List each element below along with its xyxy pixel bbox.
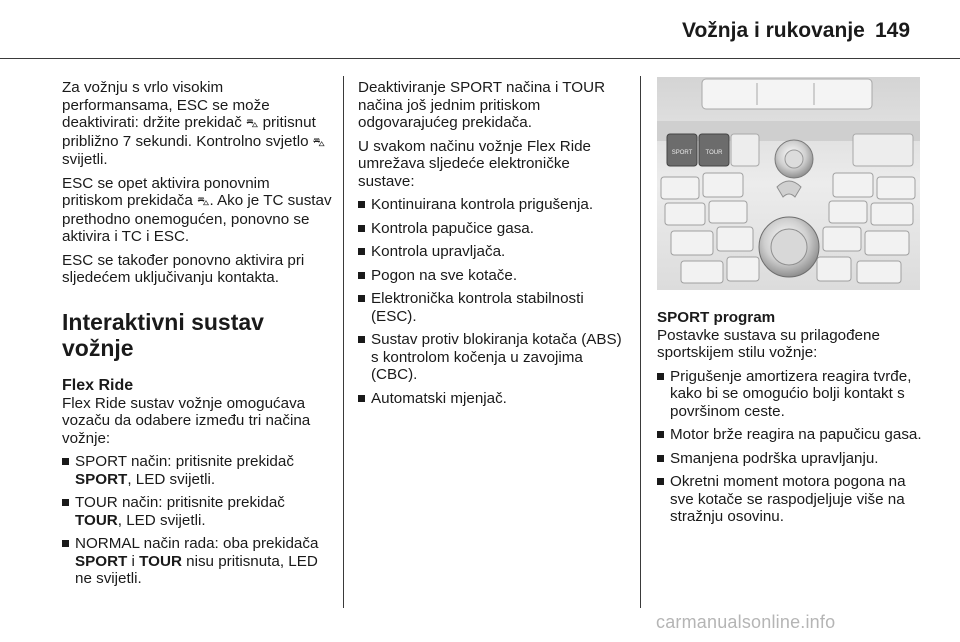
- text: ESC se opet aktivira ponovnim pritiskom prekidača: [62, 174, 270, 209]
- page-header: [0, 0, 960, 59]
- column-middle: [358, 79, 628, 413]
- paragraph: U svakom načinu vožnje Flex Ride umrežava sljedeće elektroničke sustave:: [358, 137, 591, 190]
- list-item: Automatski mjenjač.: [358, 390, 628, 408]
- paragraph: [62, 79, 334, 169]
- paragraph: Flex Ride sustav vožnje omogućava vozaču da odabere između tri načina vožnje:: [62, 394, 311, 447]
- text: Za vožnju s vrlo visokim performansama, ESC se može deaktivirati: držite prekidač: [62, 79, 270, 131]
- list-item: Smanjena podrška upravljanju.: [657, 450, 929, 468]
- list-item: Motor brže reagira na papučicu gasa.: [657, 426, 929, 444]
- page-number: 149: [875, 19, 911, 42]
- warning-lamp-icon: ⛍: [312, 134, 326, 149]
- text: . Ako je TC sustav prethodno onemogućen, ponovno se aktivira i TC i ESC.: [62, 192, 332, 245]
- bullet-list: [358, 196, 628, 407]
- section-title: Interaktivni sustav vožnje: [62, 308, 264, 361]
- paragraph: ESC se također ponovno aktivira pri sljedećem uključivanju kontakta.: [62, 251, 305, 286]
- list-item: Sustav protiv blokiranja kotača (ABS) s kontrolom kočenja u zavojima (CBC).: [358, 331, 628, 384]
- list-item: TOUR način: pritisnite prekidač TOUR, LED svijetli.: [62, 494, 334, 529]
- sport-button-label: SPORT: [671, 150, 693, 156]
- subheading: SPORT program: [657, 309, 776, 326]
- column-left: [62, 79, 334, 594]
- subheading: Flex Ride: [62, 376, 134, 394]
- console-illustration: [657, 77, 920, 290]
- text: svijetli.: [62, 151, 108, 168]
- column-right: [657, 309, 929, 532]
- paragraph: Postavke sustava su prilagođene sportskijem stilu vožnje:: [657, 326, 880, 361]
- bullet-list: [657, 368, 929, 526]
- bullet-list: [62, 453, 334, 588]
- list-item: NORMAL način rada: oba prekidača SPORT i TOUR nisu pritisnuta, LED ne svijetli.: [62, 535, 334, 588]
- text: pritisnut približno 7 sekundi. Kontrolno svjetlo: [62, 114, 316, 150]
- column-divider: [640, 76, 641, 608]
- watermark: carmanualsonline.info: [656, 612, 836, 632]
- tour-button-label: TOUR: [705, 150, 723, 156]
- esc-off-icon: ⛍: [246, 116, 259, 130]
- list-item: Kontrola papučice gasa.: [358, 220, 628, 238]
- paragraph: Deaktiviranje SPORT načina i TOUR načina još jednim pritiskom odgovarajućeg prekidača.: [358, 79, 606, 131]
- list-item: Pogon na sve kotače.: [358, 267, 628, 285]
- esc-off-icon: ⛍: [197, 194, 210, 208]
- paragraph: [62, 175, 334, 246]
- list-item: Prigušenje amortizera reagira tvrđe, kako bi se omogućio bolji kontakt s površinom ceste.: [657, 368, 929, 421]
- list-item: Kontrola upravljača.: [358, 243, 628, 261]
- list-item: SPORT način: pritisnite prekidač SPORT, LED svijetli.: [62, 453, 334, 488]
- list-item: Elektronička kontrola stabilnosti (ESC).: [358, 290, 628, 325]
- list-item: Okretni moment motora pogona na sve kotače se raspodjeljuje više na stražnju osovinu.: [657, 473, 929, 526]
- column-divider: [343, 76, 344, 608]
- center-console-photo: [657, 77, 920, 290]
- header-title: Vožnja i rukovanje: [682, 19, 865, 42]
- list-item: Kontinuirana kontrola prigušenja.: [358, 196, 628, 214]
